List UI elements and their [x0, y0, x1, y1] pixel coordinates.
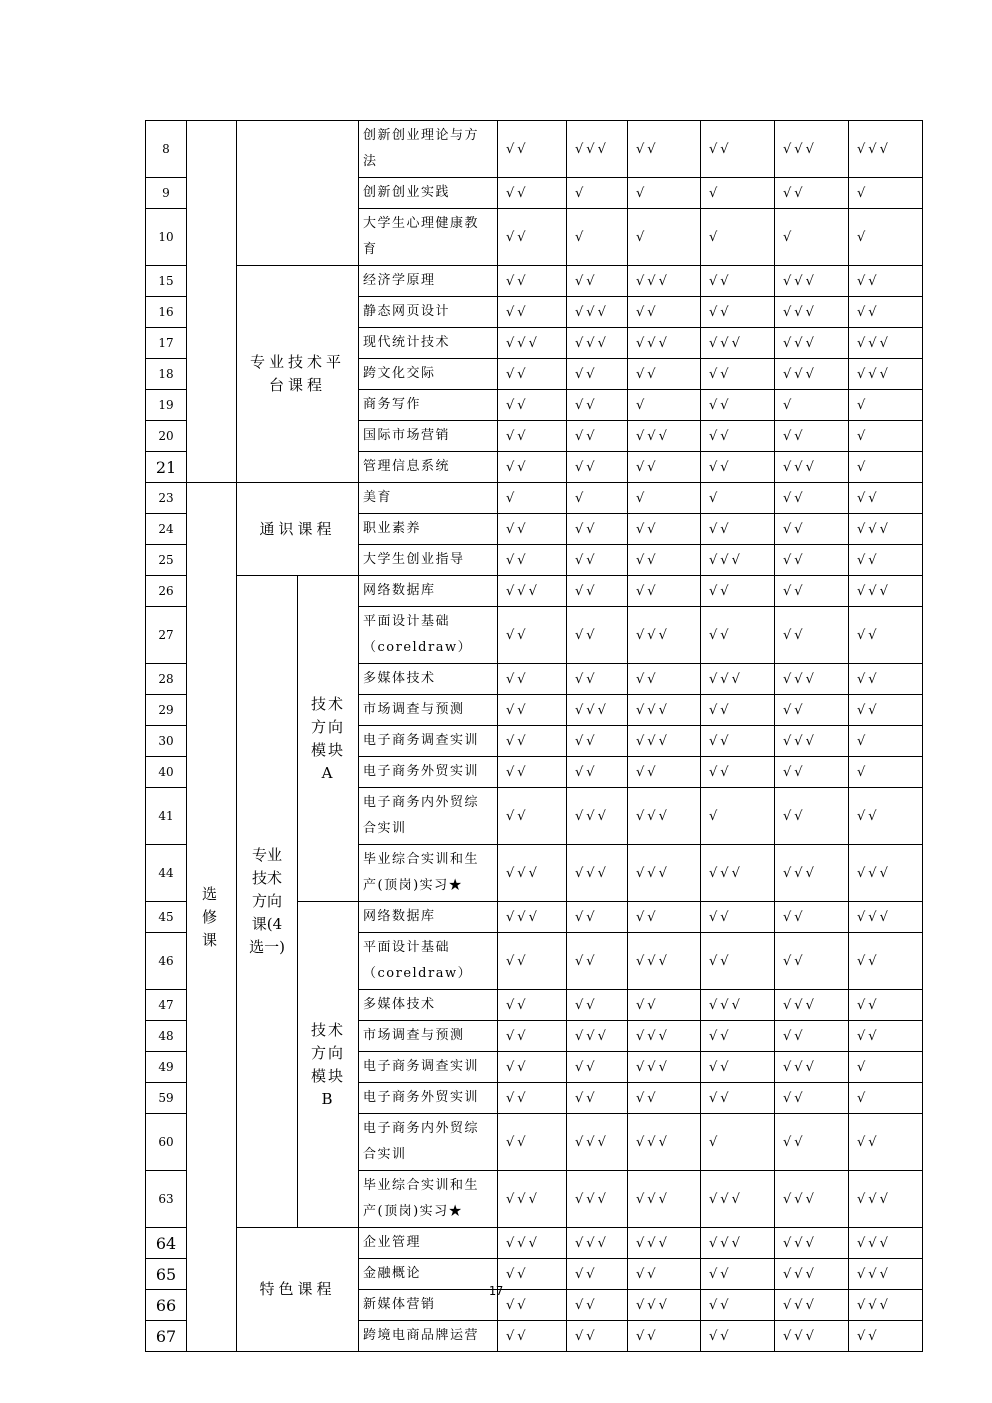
competency-mark: √√	[567, 902, 628, 933]
competency-mark: √√√	[498, 328, 567, 359]
competency-mark: √√√	[498, 1228, 567, 1259]
course-name: 多媒体技术	[359, 990, 498, 1021]
module-label-a: 技术方向模块A	[298, 576, 359, 902]
competency-mark: √√	[701, 1021, 775, 1052]
row-number: 23	[146, 483, 187, 514]
competency-mark: √√	[498, 1083, 567, 1114]
row-number: 30	[146, 726, 187, 757]
competency-mark: √	[849, 390, 923, 421]
table-row	[146, 266, 923, 297]
competency-mark: √√√	[775, 1052, 849, 1083]
competency-mark: √√√	[628, 1171, 701, 1228]
course-name: 跨文化交际	[359, 359, 498, 390]
competency-mark: √√	[567, 933, 628, 990]
competency-mark: √√	[775, 576, 849, 607]
competency-mark: √√	[567, 664, 628, 695]
competency-mark: √√	[498, 421, 567, 452]
competency-mark: √√	[498, 390, 567, 421]
competency-mark: √√√	[628, 607, 701, 664]
row-number: 46	[146, 933, 187, 990]
competency-mark: √	[849, 452, 923, 483]
competency-mark: √√	[498, 1290, 567, 1321]
competency-mark: √√√	[849, 576, 923, 607]
table-body	[146, 121, 923, 1352]
competency-mark: √√√	[628, 1228, 701, 1259]
competency-mark: √√√	[701, 328, 775, 359]
competency-mark: √√	[775, 178, 849, 209]
competency-mark: √	[567, 209, 628, 266]
competency-mark: √√	[498, 1259, 567, 1290]
row-number: 17	[146, 328, 187, 359]
row-number: 26	[146, 576, 187, 607]
competency-mark: √	[849, 178, 923, 209]
competency-mark: √√√	[567, 1114, 628, 1171]
competency-mark: √√	[567, 452, 628, 483]
competency-mark: √√	[498, 452, 567, 483]
course-name: 新媒体营销	[359, 1290, 498, 1321]
competency-mark: √√	[849, 545, 923, 576]
competency-mark: √√√	[701, 1171, 775, 1228]
competency-mark: √√	[567, 421, 628, 452]
competency-mark: √√	[701, 607, 775, 664]
competency-mark: √√	[775, 788, 849, 845]
row-number: 24	[146, 514, 187, 545]
competency-mark: √√	[628, 121, 701, 178]
course-name: 电子商务内外贸综合实训	[359, 1114, 498, 1171]
group-label-direction: 专业技术方向课(4选一)	[237, 576, 298, 1228]
competency-mark: √√√	[775, 452, 849, 483]
course-name: 市场调查与预测	[359, 695, 498, 726]
competency-mark: √√	[701, 390, 775, 421]
competency-mark: √√√	[701, 545, 775, 576]
competency-mark: √√	[701, 695, 775, 726]
competency-mark: √√	[498, 297, 567, 328]
competency-mark: √	[628, 390, 701, 421]
competency-mark: √√√	[849, 845, 923, 902]
competency-mark: √√√	[775, 726, 849, 757]
competency-mark: √√√	[628, 1052, 701, 1083]
course-name: 国际市场营销	[359, 421, 498, 452]
course-name: 平面设计基础（coreldraw）	[359, 607, 498, 664]
competency-mark: √√	[849, 664, 923, 695]
competency-mark: √√	[628, 1259, 701, 1290]
course-name: 企业管理	[359, 1228, 498, 1259]
competency-mark: √√	[849, 695, 923, 726]
competency-mark: √	[849, 757, 923, 788]
competency-mark: √√	[628, 902, 701, 933]
competency-mark: √√	[701, 121, 775, 178]
row-number: 63	[146, 1171, 187, 1228]
row-number: 41	[146, 788, 187, 845]
row-number: 16	[146, 297, 187, 328]
competency-mark: √√	[567, 990, 628, 1021]
competency-mark: √√√	[775, 297, 849, 328]
row-number: 18	[146, 359, 187, 390]
competency-mark: √√√	[775, 845, 849, 902]
row-number: 49	[146, 1052, 187, 1083]
row-number: 19	[146, 390, 187, 421]
competency-mark: √√√	[775, 664, 849, 695]
course-name: 管理信息系统	[359, 452, 498, 483]
competency-mark: √√√	[567, 297, 628, 328]
competency-mark: √√	[701, 1290, 775, 1321]
competency-mark: √√	[567, 576, 628, 607]
competency-mark: √√	[849, 933, 923, 990]
category-blank-cell	[187, 121, 237, 483]
table-row	[146, 576, 923, 607]
competency-mark: √√	[498, 695, 567, 726]
group-label-featured: 特色课程	[237, 1228, 359, 1352]
competency-mark: √√	[775, 607, 849, 664]
competency-mark: √	[701, 1114, 775, 1171]
row-number: 40	[146, 757, 187, 788]
competency-mark: √√	[849, 1114, 923, 1171]
competency-mark: √√√	[628, 726, 701, 757]
competency-mark: √√	[628, 664, 701, 695]
competency-mark: √√√	[567, 845, 628, 902]
competency-mark: √	[775, 209, 849, 266]
course-name: 大学生心理健康教育	[359, 209, 498, 266]
row-number: 21	[146, 452, 187, 483]
competency-mark: √√	[701, 933, 775, 990]
competency-mark: √√	[775, 902, 849, 933]
row-number: 60	[146, 1114, 187, 1171]
row-number: 20	[146, 421, 187, 452]
competency-mark: √√	[628, 545, 701, 576]
competency-mark: √√	[628, 359, 701, 390]
row-number: 47	[146, 990, 187, 1021]
course-name: 职业素养	[359, 514, 498, 545]
competency-mark: √√√	[628, 1021, 701, 1052]
page-number: 17	[488, 1284, 504, 1298]
competency-mark: √√	[498, 726, 567, 757]
competency-mark: √√√	[701, 845, 775, 902]
competency-mark: √√√	[849, 1171, 923, 1228]
competency-mark: √	[849, 726, 923, 757]
table-row	[146, 483, 923, 514]
competency-mark: √√	[498, 607, 567, 664]
course-name: 多媒体技术	[359, 664, 498, 695]
competency-mark: √√	[567, 1083, 628, 1114]
competency-mark: √√	[701, 359, 775, 390]
competency-mark: √√√	[849, 121, 923, 178]
competency-mark: √√	[849, 483, 923, 514]
competency-mark: √√	[849, 990, 923, 1021]
course-name: 毕业综合实训和生产(顶岗)实习★	[359, 1171, 498, 1228]
module-label-b: 技术方向模块B	[298, 902, 359, 1228]
competency-mark: √√	[775, 1114, 849, 1171]
competency-mark: √	[628, 483, 701, 514]
row-number: 15	[146, 266, 187, 297]
competency-mark: √√	[567, 757, 628, 788]
competency-mark: √√	[775, 545, 849, 576]
row-number: 64	[146, 1228, 187, 1259]
competency-mark: √√	[567, 726, 628, 757]
competency-mark: √√	[849, 266, 923, 297]
table-row	[146, 1228, 923, 1259]
competency-mark: √√	[701, 421, 775, 452]
competency-mark: √√	[701, 757, 775, 788]
competency-mark: √√√	[775, 121, 849, 178]
competency-mark: √	[775, 390, 849, 421]
competency-mark: √√	[498, 1021, 567, 1052]
competency-mark: √√	[628, 757, 701, 788]
competency-mark: √√	[701, 1052, 775, 1083]
competency-mark: √√	[567, 545, 628, 576]
competency-mark: √√	[701, 1083, 775, 1114]
course-name: 金融概论	[359, 1259, 498, 1290]
competency-mark: √√	[775, 483, 849, 514]
competency-mark: √√	[498, 990, 567, 1021]
competency-mark: √√	[775, 1083, 849, 1114]
competency-mark: √√	[498, 209, 567, 266]
competency-mark: √√	[775, 757, 849, 788]
competency-mark: √√√	[498, 902, 567, 933]
competency-mark: √√√	[498, 1171, 567, 1228]
competency-mark: √√√	[775, 266, 849, 297]
competency-mark: √√	[498, 757, 567, 788]
row-number: 10	[146, 209, 187, 266]
row-number: 28	[146, 664, 187, 695]
competency-mark: √√√	[849, 514, 923, 545]
competency-mark: √√	[628, 297, 701, 328]
table-row	[146, 121, 923, 178]
competency-mark: √√√	[628, 328, 701, 359]
competency-mark: √	[701, 483, 775, 514]
competency-mark: √√	[849, 607, 923, 664]
competency-mark: √√√	[701, 990, 775, 1021]
course-name: 创新创业理论与方法	[359, 121, 498, 178]
competency-mark: √√	[628, 576, 701, 607]
course-name: 跨境电商品牌运营	[359, 1321, 498, 1352]
course-name: 经济学原理	[359, 266, 498, 297]
competency-mark: √√√	[701, 1228, 775, 1259]
competency-mark: √√√	[849, 328, 923, 359]
course-name: 创新创业实践	[359, 178, 498, 209]
competency-mark: √√√	[498, 845, 567, 902]
competency-mark: √√	[701, 726, 775, 757]
competency-mark: √√	[849, 1321, 923, 1352]
competency-mark: √√√	[775, 1321, 849, 1352]
competency-mark: √√√	[775, 1171, 849, 1228]
competency-mark: √	[701, 178, 775, 209]
course-name: 电子商务调查实训	[359, 726, 498, 757]
competency-mark: √√	[567, 514, 628, 545]
competency-mark: √√√	[701, 664, 775, 695]
competency-mark: √√	[775, 695, 849, 726]
competency-mark: √√	[498, 1114, 567, 1171]
competency-mark: √√	[701, 266, 775, 297]
competency-mark: √√√	[567, 121, 628, 178]
competency-mark: √√√	[628, 695, 701, 726]
competency-mark: √√√	[775, 1290, 849, 1321]
competency-mark: √√	[498, 545, 567, 576]
row-number: 59	[146, 1083, 187, 1114]
competency-mark: √√	[775, 421, 849, 452]
course-name: 电子商务外贸实训	[359, 1083, 498, 1114]
competency-mark: √√	[498, 933, 567, 990]
competency-mark: √√√	[628, 421, 701, 452]
competency-mark: √	[849, 1052, 923, 1083]
competency-mark: √√√	[567, 695, 628, 726]
competency-mark: √√	[701, 297, 775, 328]
competency-mark: √√√	[849, 1259, 923, 1290]
competency-mark: √√√	[775, 1228, 849, 1259]
competency-mark: √√	[628, 1321, 701, 1352]
competency-mark: √√	[567, 390, 628, 421]
row-number: 44	[146, 845, 187, 902]
competency-mark: √√	[498, 121, 567, 178]
competency-mark: √√√	[567, 1171, 628, 1228]
competency-mark: √	[701, 209, 775, 266]
competency-mark: √√	[567, 607, 628, 664]
competency-mark: √√	[701, 576, 775, 607]
competency-mark: √√	[849, 1021, 923, 1052]
competency-mark: √	[849, 1083, 923, 1114]
competency-mark: √√	[775, 514, 849, 545]
competency-mark: √√	[498, 788, 567, 845]
competency-mark: √√√	[849, 1290, 923, 1321]
competency-mark: √√	[701, 452, 775, 483]
course-name: 美育	[359, 483, 498, 514]
competency-mark: √√	[701, 1259, 775, 1290]
competency-mark: √√	[775, 1021, 849, 1052]
competency-mark: √√√	[775, 1259, 849, 1290]
competency-mark: √√	[628, 990, 701, 1021]
category-label-elective: 选修课	[187, 483, 237, 1352]
competency-mark: √√	[567, 266, 628, 297]
competency-mark: √√	[567, 1052, 628, 1083]
competency-mark: √√	[701, 1321, 775, 1352]
competency-mark: √√√	[628, 266, 701, 297]
competency-mark: √√	[701, 514, 775, 545]
row-number: 66	[146, 1290, 187, 1321]
row-number: 45	[146, 902, 187, 933]
course-name: 网络数据库	[359, 902, 498, 933]
competency-mark: √√	[498, 664, 567, 695]
competency-mark: √	[498, 483, 567, 514]
competency-mark: √√√	[849, 359, 923, 390]
competency-mark: √√	[498, 178, 567, 209]
competency-mark: √√√	[775, 328, 849, 359]
competency-mark: √√	[498, 1052, 567, 1083]
competency-mark: √√	[628, 1083, 701, 1114]
competency-mark: √√	[567, 1321, 628, 1352]
competency-mark: √√√	[498, 576, 567, 607]
competency-mark: √√	[498, 266, 567, 297]
competency-mark: √√√	[567, 1021, 628, 1052]
course-name: 电子商务调查实训	[359, 1052, 498, 1083]
competency-mark: √√	[498, 359, 567, 390]
competency-mark: √√	[498, 514, 567, 545]
row-number: 48	[146, 1021, 187, 1052]
competency-mark: √	[701, 788, 775, 845]
competency-mark: √	[628, 209, 701, 266]
group-label-platform: 专业技术平台课程	[237, 266, 359, 483]
course-name: 平面设计基础（coreldraw）	[359, 933, 498, 990]
competency-mark: √√	[628, 452, 701, 483]
competency-mark: √√√	[567, 328, 628, 359]
competency-mark: √√√	[567, 1228, 628, 1259]
competency-mark: √√√	[849, 902, 923, 933]
competency-mark: √	[567, 178, 628, 209]
course-name: 静态网页设计	[359, 297, 498, 328]
competency-mark: √√	[628, 514, 701, 545]
course-matrix-table	[145, 120, 923, 1352]
competency-mark: √	[567, 483, 628, 514]
group-blank-cell	[237, 121, 359, 266]
competency-mark: √√√	[628, 788, 701, 845]
course-name: 商务写作	[359, 390, 498, 421]
competency-mark: √	[849, 209, 923, 266]
competency-mark: √√√	[628, 1290, 701, 1321]
group-label-general: 通识课程	[237, 483, 359, 576]
course-name: 市场调查与预测	[359, 1021, 498, 1052]
course-name: 大学生创业指导	[359, 545, 498, 576]
course-name: 电子商务外贸实训	[359, 757, 498, 788]
competency-mark: √√√	[567, 788, 628, 845]
competency-mark: √√	[567, 359, 628, 390]
competency-mark: √	[628, 178, 701, 209]
row-number: 25	[146, 545, 187, 576]
competency-mark: √√	[849, 788, 923, 845]
competency-mark: √√√	[628, 933, 701, 990]
course-name: 网络数据库	[359, 576, 498, 607]
competency-mark: √√	[775, 933, 849, 990]
row-number: 9	[146, 178, 187, 209]
row-number: 8	[146, 121, 187, 178]
row-number: 29	[146, 695, 187, 726]
course-name: 电子商务内外贸综合实训	[359, 788, 498, 845]
competency-mark: √√	[701, 902, 775, 933]
competency-mark: √√	[498, 1321, 567, 1352]
competency-mark: √√	[849, 297, 923, 328]
competency-mark: √√	[567, 1259, 628, 1290]
competency-mark: √√√	[775, 990, 849, 1021]
competency-mark: √√	[567, 1290, 628, 1321]
competency-mark: √√√	[628, 845, 701, 902]
competency-mark: √√√	[628, 1114, 701, 1171]
row-number: 27	[146, 607, 187, 664]
course-name: 毕业综合实训和生产(顶岗)实习★	[359, 845, 498, 902]
course-name: 现代统计技术	[359, 328, 498, 359]
row-number: 65	[146, 1259, 187, 1290]
competency-mark: √	[849, 421, 923, 452]
competency-mark: √√√	[849, 1228, 923, 1259]
row-number: 67	[146, 1321, 187, 1352]
competency-mark: √√√	[775, 359, 849, 390]
